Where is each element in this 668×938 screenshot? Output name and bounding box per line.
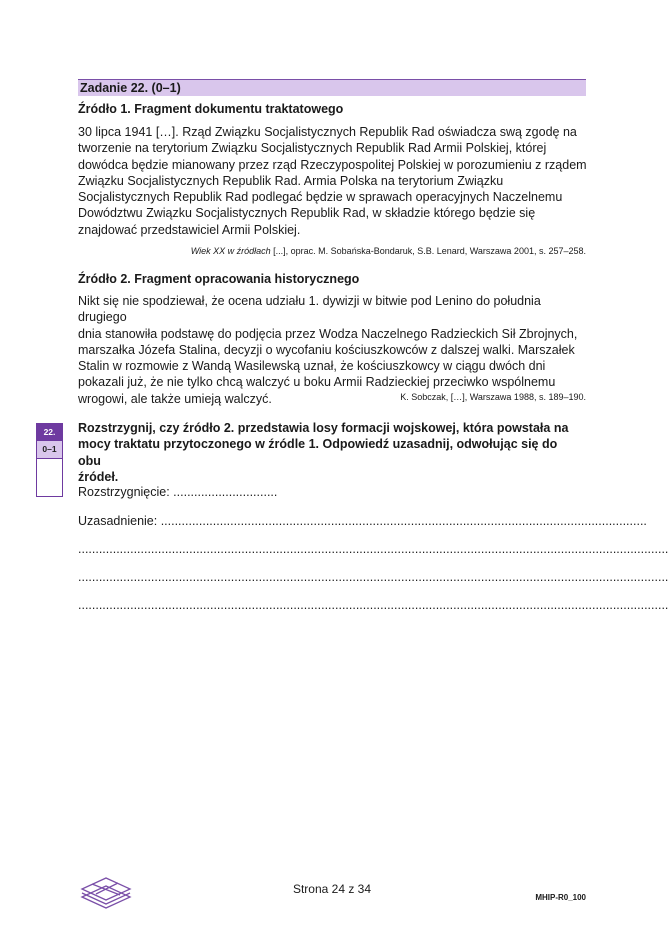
source1-line: tworzenie na terytorium Związku Socjalistycznych Republik Rad Armii Polskiej, której [78,141,547,156]
source1-heading: Źródło 1. Fragment dokumentu traktatowego [78,102,344,116]
source2-heading: Źródło 2. Fragment opracowania historycznego [78,272,360,286]
source2-line: Nikt się nie spodziewał, że ocena udziału 1. dywizji w bitwie pod Lenino do południa drugiego [78,294,541,325]
score-number: 22. [37,424,62,441]
source1-citation [78,245,586,257]
score-range: 0–1 [37,441,62,459]
source2-text [78,293,588,407]
source2-line: marszałka Józefa Stalina, decyzji o wycofaniu kościuszkowców z dalszej walki. Marszałek [78,342,575,357]
source1-line: dowódca będzie mianowany przez rząd Rzeczypospolitej Polskiej w porozumieniu z rządem [78,157,587,172]
source2-line: pokazali już, że nie tylko chcą walczyć u boku Armii Radzieckiej przeciwko wspólnemu [78,375,556,390]
task-header: Zadanie 22. (0–1) [78,79,586,96]
source1-line: Socjalistycznych Republik Rad podlegać będzie w sprawach operacyjnych Naczelnemu [78,190,563,205]
source2-line: wrogowi, ale także umieją walczyć. [78,391,272,406]
source1-citation-rest: [...], oprac. M. Sobańska-Bondaruk, S.B. Lenard, Warszawa 2001, s. 257–258. [270,246,586,256]
source1-line: Dowództwu Związku Socjalistycznych Republik Rad, w składzie którego będzie się [78,206,536,221]
decision-field[interactable]: Rozstrzygnięcie: .............................. [78,485,278,499]
source2-citation: K. Sobczak, […], Warszawa 1988, s. 189–190. [400,392,586,402]
source2-line: dnia stanowiła podstawę do podjęcia przez Wodza Naczelnego Radzieckich Sił Zbrojnych, [78,326,578,341]
answer-line[interactable]: .......................................................................................................................................................................... [78,570,668,584]
answer-line[interactable]: .......................................................................................................................................................................... [78,598,668,612]
page-number: Strona 24 z 34 [292,882,372,896]
answer-line[interactable]: .......................................................................................................................................................................... [78,542,668,556]
exam-code: MHIP-R0_100 [535,893,586,902]
justification-field[interactable]: Uzasadnienie: ............................................................................................................................................ [78,514,647,528]
source1-text [78,124,588,238]
source1-line: Związku Socjalistycznych Republik Rad. Armia Polska na terytorium Związku [78,173,504,188]
question-line: mocy traktatu przytoczonego w źródle 1. Odpowiedź uzasadnij, odwołując się do obu [78,437,558,468]
question-line: źródeł. [78,469,119,484]
score-box [36,423,63,497]
question-line: Rozstrzygnij, czy źródło 2. przedstawia losy formacji wojskowej, która powstała na [78,421,569,435]
source1-line: 30 lipca 1941 […]. Rząd Związku Socjalistycznych Republik Rad oświadcza swą zgodę na [78,125,577,139]
score-entry-field[interactable] [37,459,62,497]
source1-line: znajdować przedstawiciel Armii Polskiej. [78,222,301,237]
source1-citation-title: Wiek XX w źródłach [190,246,271,256]
source2-line: Stalin w rozmowie z Wandą Wasilewską uznał, że kościuszkowcy w ciągu dwóch dni [78,359,546,374]
question-text [78,420,583,485]
